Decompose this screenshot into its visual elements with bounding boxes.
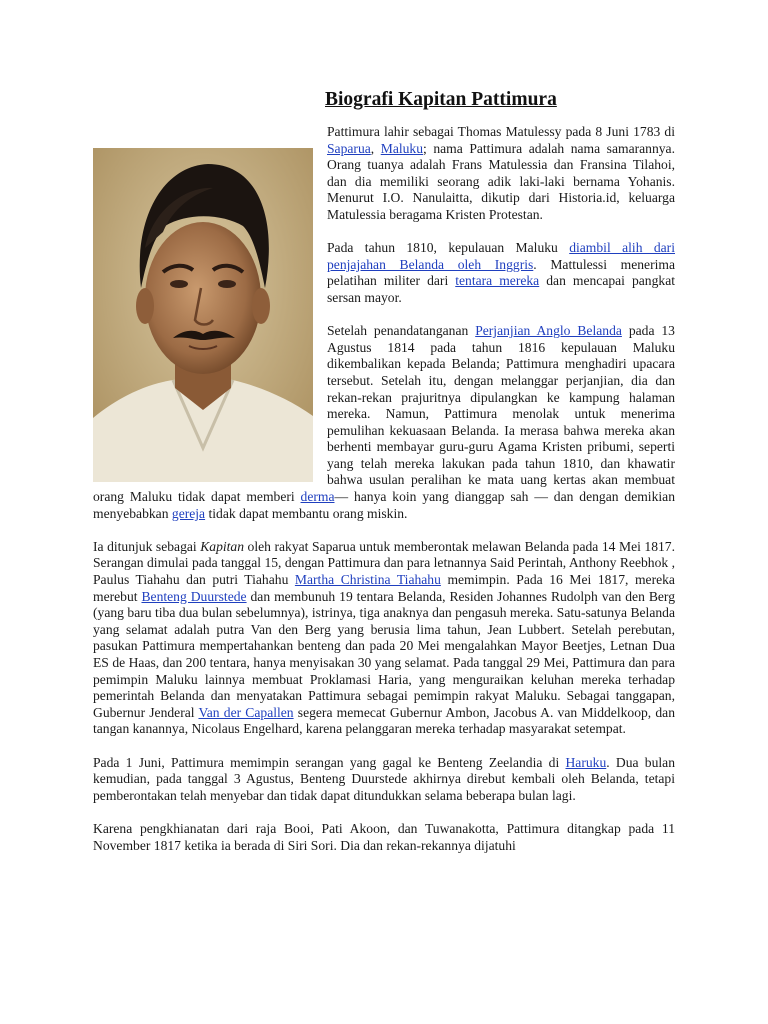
paragraph-1: Pattimura lahir sebagai Thomas Matulessy pada 8 Juni 1783 di Saparua, Maluku; nama Pattimura adalah nama samarannya. Orang tuanya adalah Frans Matulessia dan Fransina Tilahoi, dan dia memiliki seorang adik laki-laki bernama Yohanis. Menurut I.O. Nanulaitta, dikutip dari Historia.id, keluarga Matulessia beragama Kristen Protestan. <box>327 124 675 222</box>
article-title: Biografi Kapitan Pattimura <box>325 89 557 110</box>
paragraph-4: Ia ditunjuk sebagai Kapitan oleh rakyat Saparua untuk memberontak melawan Belanda pada 14 Mei 1817. Serangan dimulai pada tanggal 15, dengan Pattimura dan para letnannya Said Perintah, Anthony Reebhok , Paulus Tiahahu dan putri Tiahahu Martha Christina Tiahahu memimpin. Pada 16 Mei 1817, mereka merebut Benteng Duurstede dan membunuh 19 tentara Belanda, Residen Johannes Rudolph van den Berg (yang baru tiba dua bulan sebelumnya), istrinya, tiga anaknya dan pengasuh mereka. Satu-satunya Belanda yang selamat adalah putra Van den Berg yang berusia lima tahun, Jean Lubbert. Setelah perebutan, pasukan Pattimura mempertahankan benteng dan pada 20 Mei mengalahkan Mayor Beetjes, Letnan Dua ES de Haas, dan 200 tentara, hanya menyisakan 30 yang selamat. Pada tanggal 29 Mei, Pattimura dan para pemimpin Maluku lainnya membuat Proklamasi Haria, yang menguraikan keluhan mereka terhadap pemerintah Belanda dan menyatakan Pattimura sebagai pemimpin rakyat Maluku. Sebagai tanggapan, Gubernur Jenderal Van der Capallen segera memecat Gubernur Ambon, Jacobus A. van Middelkoop, dan tangan kanannya, Nicolaus Engelhard, karena pelanggaran mereka terhadap masyarakat setempat. <box>93 538 675 737</box>
link-perjanjian-anglo-belanda[interactable]: Perjanjian Anglo Belanda <box>475 323 622 339</box>
paragraph-2: Pada tahun 1810, kepulauan Maluku diambil alih dari penjajahan Belanda oleh Inggris. Mattulessi menerima pelatihan militer dari tentara mereka dan mencapai pangkat sersan mayor. <box>327 240 676 305</box>
link-benteng-duurstede[interactable]: Benteng Duurstede <box>141 588 247 604</box>
link-gereja[interactable]: gereja <box>171 505 206 521</box>
paragraph-6: Karena pengkhianatan dari raja Booi, Pati Akoon, dan Tuwanakotta, Pattimura ditangkap pada 11 November 1817 ketika ia berada di Siri Sori. Dia dan rekan-rekannya dijatuhi <box>93 820 675 853</box>
article <box>93 88 675 871</box>
link-maluku[interactable]: Maluku <box>380 140 424 156</box>
portrait-image <box>93 148 313 482</box>
link-martha-christina-tiahahu[interactable]: Martha Christina Tiahahu <box>294 572 441 588</box>
link-saparua[interactable]: Saparua <box>327 140 371 156</box>
paragraph-5: Pada 1 Juni, Pattimura memimpin serangan yang gagal ke Benteng Zeelandia di Haruku. Dua bulan kemudian, pada tanggal 3 Agustus, Benteng Duurstede akhirnya direbut kembali oleh Belanda, tetapi pemberontakan telah menyebar dan tidak dapat ditundukkan selama beberapa bulan lagi. <box>93 754 676 803</box>
link-van-der-capallen[interactable]: Van der Capallen <box>198 704 294 720</box>
paragraph-3: Setelah penandatanganan Perjanjian Anglo Belanda pada 13 Agustus 1814 pada tahun 1816 kepulauan Maluku dikembalikan kepada Belanda; Pattimura menghadiri upacara tersebut. Setelah itu, dengan melanggar perjanjian, dia dan rekan-rekan prajuritnya dipulangkan ke kampung halaman mereka. Namun, Pattimura menolak untuk menerima pemulihan kekuasaan Belanda. Ia merasa bahwa mereka akan berhenti membayar guru-guru Agama Kristen pribumi, seperti yang telah mereka lakukan pada tahun 1810, dan khawatir bahwa usulan peralihan ke mata uang kertas akan membuat orang Maluku tidak dapat memberi derma— hanya koin yang dianggap sah — dan dengan demikian menyebabkan gereja tidak dapat membantu orang miskin. <box>93 323 675 521</box>
link-penjajahan-inggris[interactable]: diambil alih dari penjajahan Belanda oleh Inggris <box>327 240 675 272</box>
link-derma[interactable]: derma <box>300 489 335 505</box>
portrait-drawing <box>93 148 313 482</box>
link-haruku[interactable]: Haruku <box>565 754 607 770</box>
link-tentara-mereka[interactable]: tentara mereka <box>455 273 540 289</box>
